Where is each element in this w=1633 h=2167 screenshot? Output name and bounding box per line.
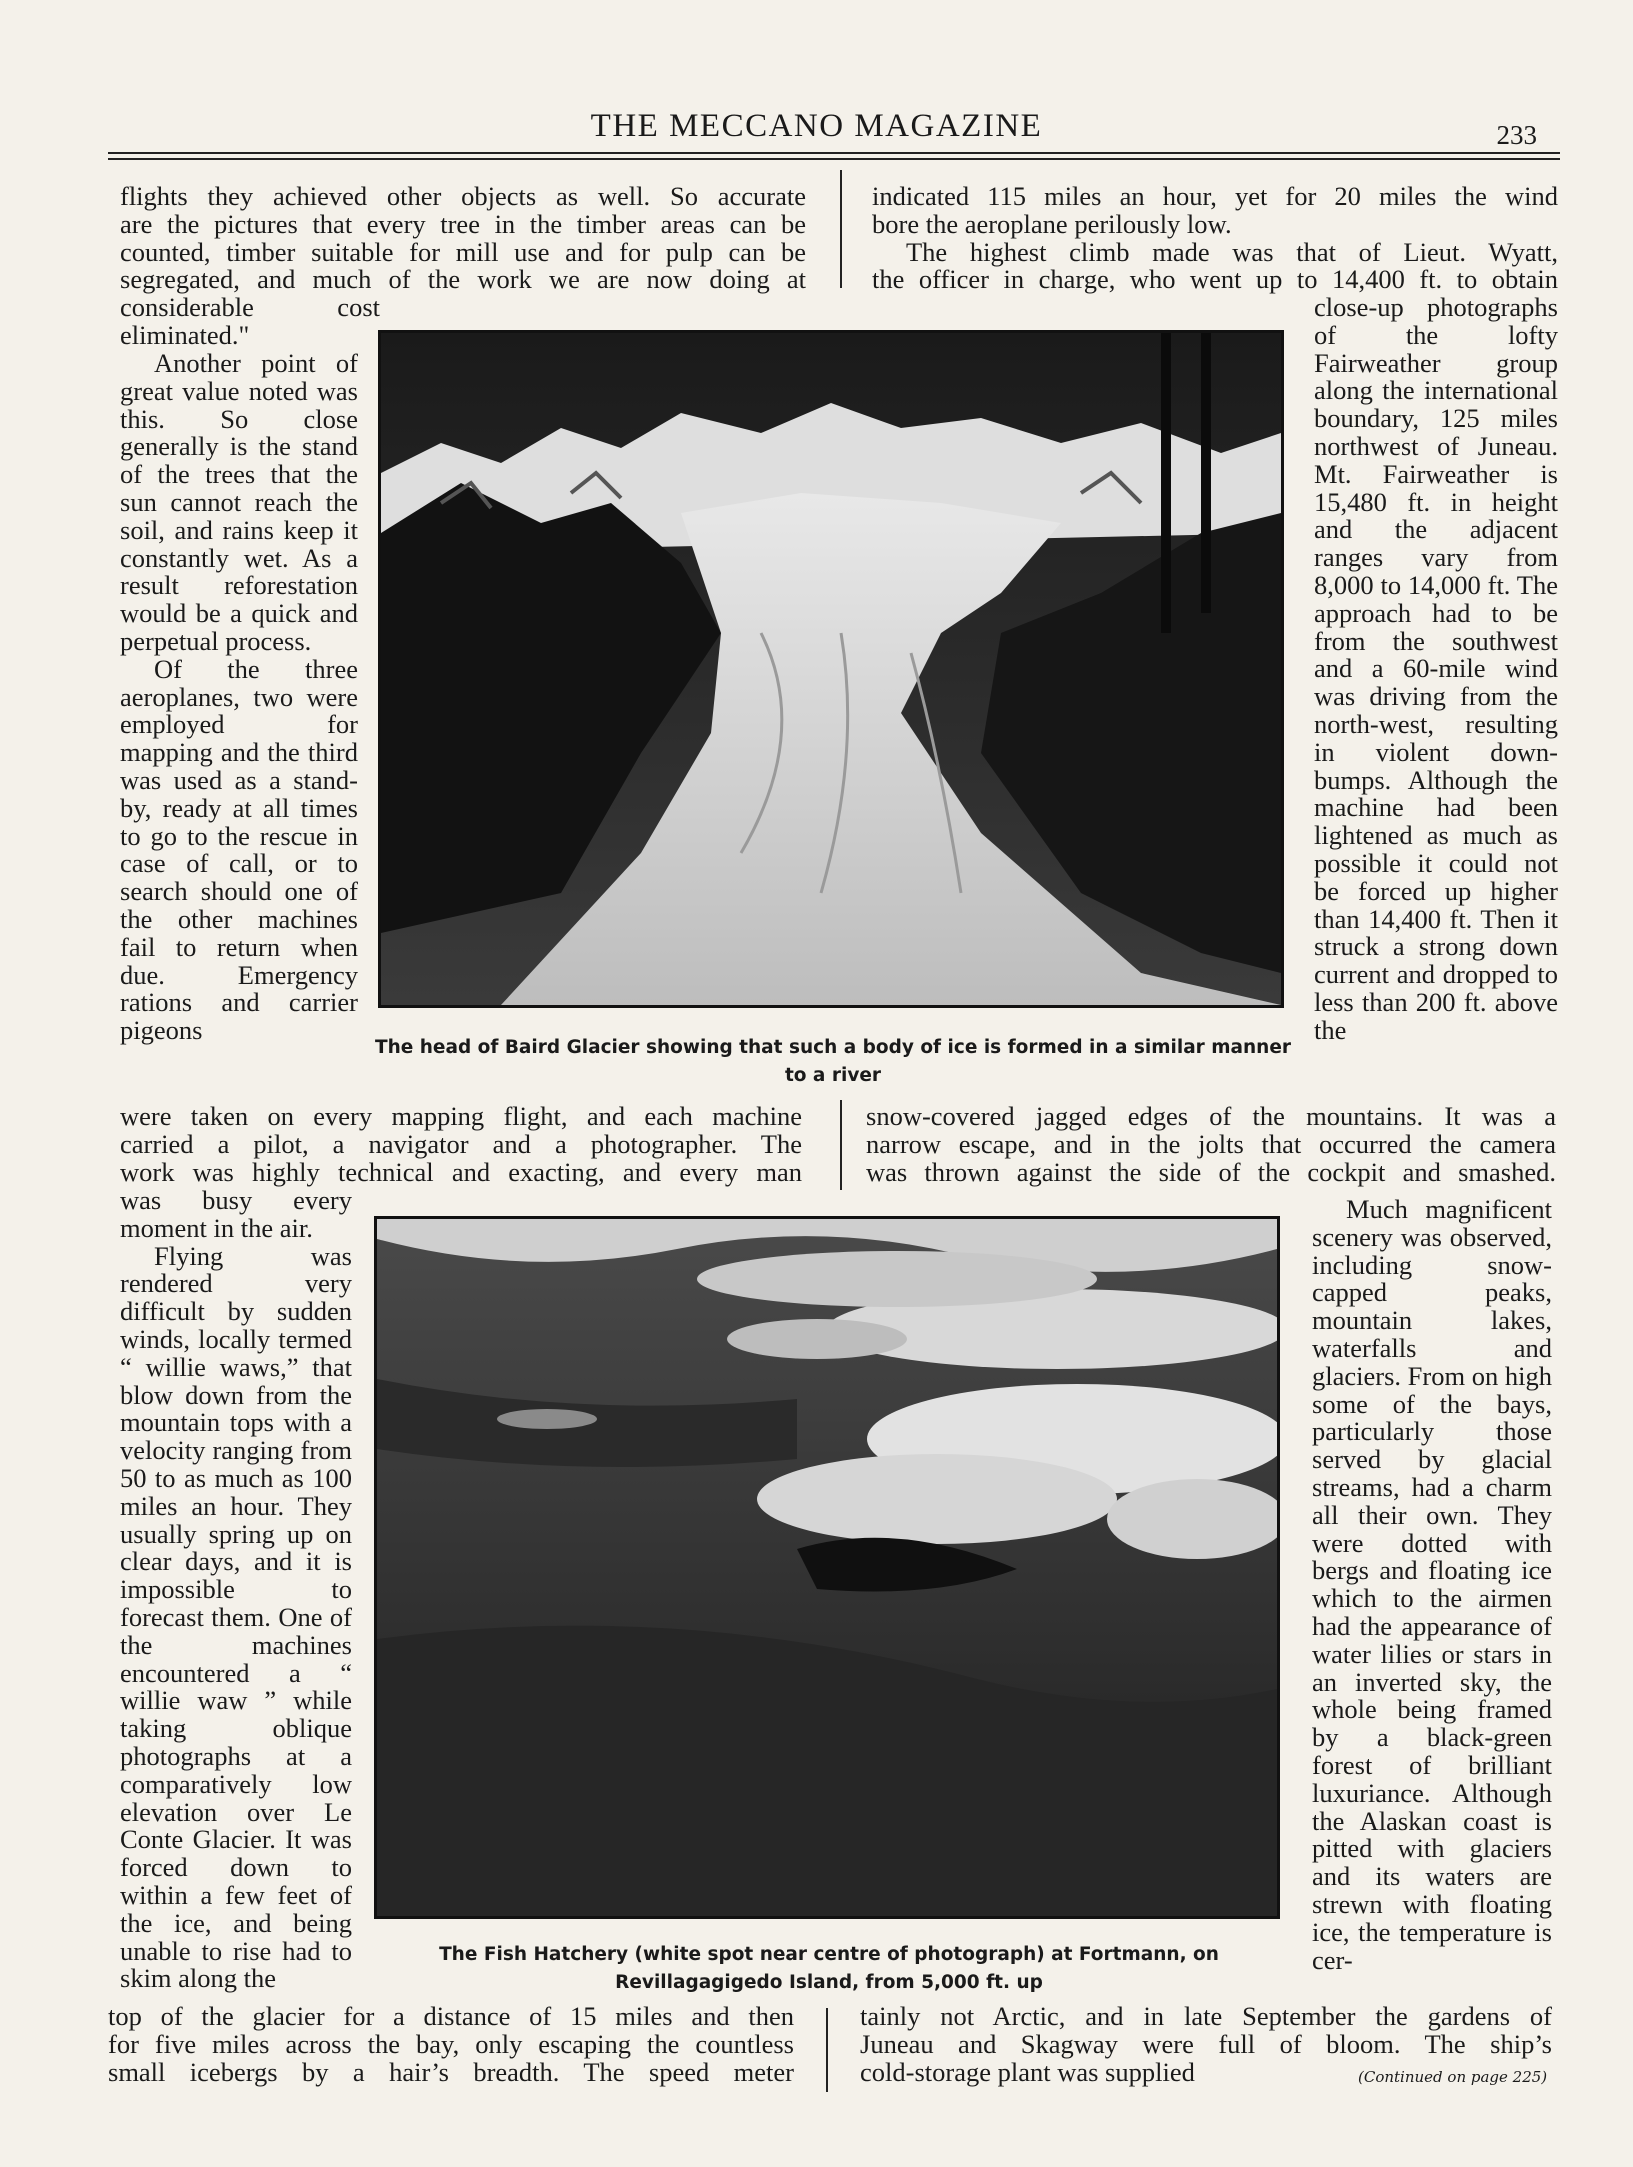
baird-glacier-photo — [378, 330, 1284, 1008]
text-line: the officer in charge, who went up to 14,400 ft. to obtain — [872, 264, 1558, 295]
paragraph: close-up photographs of the lofty Fairweather group along the international boundary, 125 miles northwest of Juneau. Mt. Fairweather is 15,480 ft. in height and the adjacent ranges vary from 8,000 to 14,000 ft. The approach had to be from the southwest and a 60-mile wind was driving from the north-west, resulting in violent down-bumps. Although the machine had been lightened as much as possible it could not be forced up higher than 14,400 ft. Then it struck a strong down current and dropped to less than 200 ft. above the — [1314, 292, 1558, 1045]
top-left-text — [120, 183, 806, 294]
mid-left-text — [120, 1103, 802, 1186]
column-divider — [840, 1100, 842, 1190]
text-line: for five miles across the bay, only escaping the countless — [108, 2028, 794, 2059]
paragraph: was busy every moment in the air. — [120, 1185, 352, 1243]
figure-2-caption: The Fish Hatchery (white spot near centre of photograph) at Fortmann, on Revillagagigedo Island, from 5,000 ft. up — [439, 1944, 1219, 1993]
magazine-title: THE MECCANO MAGAZINE — [590, 108, 1043, 144]
text-line: narrow escape, and in the jolts that occurred the camera — [866, 1128, 1556, 1159]
text-line: The highest climb made was that of Lieut. Wyatt, — [906, 236, 1558, 267]
paragraph: Flying was rendered very difficult by sudden winds, locally termed “ willie waws,” that blow down from the mountain tops with a velocity ranging from 50 to as much as 100 miles an hour. They usually spring up on clear days, and it is impossible to forecast them. One of the machines encountered a “ willie waw ” while taking oblique photographs at a comparatively low elevation over Le Conte Glacier. It was forced down to within a few feet of the ice, and being unable to rise had to skim along the — [120, 1240, 352, 1994]
text-line: counted, timber suitable for mill use and for pulp can be — [120, 236, 806, 267]
header-rule-bottom — [108, 158, 1560, 160]
figure-1-caption: The head of Baird Glacier showing that such a body of ice is formed in a similar manner to a river — [374, 1037, 1292, 1086]
text-line: considerable cost — [120, 292, 380, 322]
text-line: work was highly technical and exacting, and every man — [120, 1156, 802, 1187]
aerial-image — [377, 1219, 1277, 1916]
text-line: was thrown against the side of the cockpit and smashed. — [866, 1156, 1556, 1187]
right-column-1 — [1314, 294, 1558, 1045]
text-line: segregated, and much of the work we are now doing at — [120, 264, 806, 295]
text-line: tainly not Arctic, and in late September the gardens of — [860, 2001, 1552, 2031]
text-line: snow-covered jagged edges of the mountains. It was a — [866, 1101, 1556, 1131]
glacier-image — [381, 333, 1281, 1005]
left-column-2 — [120, 1187, 352, 1993]
left-column-1 — [120, 350, 358, 1045]
text-line: are the pictures that every tree in the timber areas can be — [120, 208, 806, 239]
text-line: top of the glacier for a distance of 15 miles and then — [108, 2001, 794, 2031]
page-number: 233 — [1496, 120, 1537, 150]
paragraph: Another point of great value noted was this. So close generally is the stand of the trees that the sun cannot reach the soil, and rains keep it constantly wet. As a result reforestation would be a quick and perpetual process. — [120, 348, 358, 656]
text-line: carried a pilot, a navigator and a photographer. The — [120, 1128, 802, 1159]
mid-right-text — [866, 1103, 1556, 1186]
top-right-text — [872, 183, 1558, 294]
continued-note: (Continued on page 225) — [1358, 2068, 1548, 2086]
text-line: small icebergs by a hair’s breadth. The speed meter — [108, 2056, 794, 2087]
text-line: indicated 115 miles an hour, yet for 20 miles the wind — [872, 181, 1558, 211]
paragraph: Much magnificent scenery was observed, including snow-capped peaks, mountain lakes, waterfalls and glaciers. From on high some of the bays, particularly those served by glacial streams, had a charm all their own. They were dotted with bergs and floating ice which to the airmen had the appearance of water lilies or stars in an inverted sky, the whole being framed by a black-green forest of brilliant luxuriance. Although the Alaskan coast is pitted with glaciers and its waters are strewn with floating ice, the temperature is cer- — [1312, 1194, 1552, 1975]
text-line: cold-storage plant was supplied — [860, 2056, 1195, 2087]
header-rule-top — [108, 152, 1560, 154]
text-line: were taken on every mapping flight, and each machine — [120, 1101, 802, 1131]
bottom-left-text — [108, 2003, 794, 2086]
column-divider — [840, 170, 842, 288]
paragraph: Of the three aeroplanes, two were employed for mapping and the third was used as a stand-by, ready at all times to go to the rescue in case of call, or to search should one of the other machines fail to return when due. Emergency rations and carrier pigeons — [120, 653, 358, 1046]
column-divider — [826, 2008, 828, 2092]
text-line: eliminated." — [120, 319, 250, 350]
top-left-text-tail — [120, 294, 380, 350]
text-line: flights they achieved other objects as well. So accurate — [120, 181, 806, 211]
text-line: Juneau and Skagway were full of bloom. The ship’s — [860, 2028, 1552, 2059]
fish-hatchery-photo — [374, 1216, 1280, 1919]
right-column-2 — [1312, 1196, 1552, 1974]
text-line: bore the aeroplane perilously low. — [872, 208, 1232, 239]
